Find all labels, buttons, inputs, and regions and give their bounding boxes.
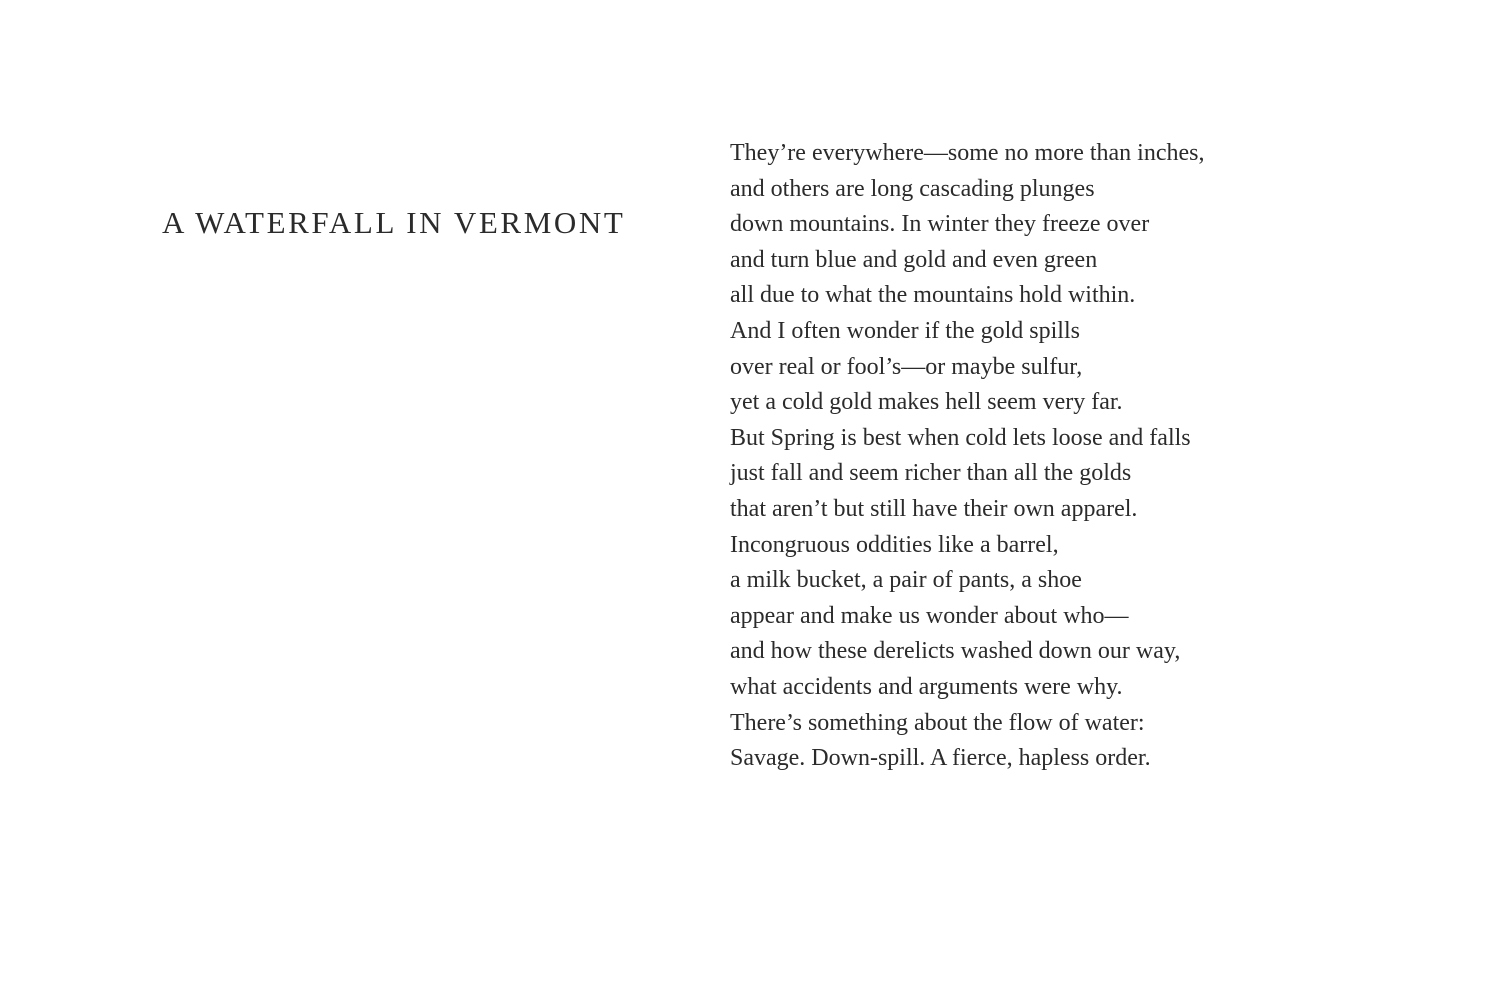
poem-line-3: down mountains. In winter they freeze over [730,211,1150,238]
poem-line-15: and how these derelicts washed down our way, [730,638,1181,665]
poem-line-12: Incongruous oddities like a barrel, [730,531,1059,558]
poem-line-13: a milk bucket, a pair of pants, a shoe [730,567,1082,594]
poem-line-1: They’re everywhere—some no more than inches, [730,140,1205,166]
poem-line-6: And I often wonder if the gold spills [730,317,1080,344]
poem-line-10: just fall and seem richer than all the golds [730,460,1132,487]
poem-body [730,136,1350,777]
poem-title: A WATERFALL IN VERMONT [162,205,626,240]
poem-line-7: over real or fool’s—or maybe sulfur, [730,353,1083,380]
poem-line-17: There’s something about the flow of water: [730,709,1145,736]
poem-line-5: all due to what the mountains hold within. [730,282,1136,309]
poem-line-14: appear and make us wonder about who— [730,602,1129,629]
poem-line-9: But Spring is best when cold lets loose and falls [730,424,1191,451]
poem-line-2: and others are long cascading plunges [730,175,1095,202]
poem-line-16: what accidents and arguments were why. [730,673,1123,700]
poem-line-8: yet a cold gold makes hell seem very far. [730,389,1123,416]
poem-line-18: Savage. Down-spill. A fierce, hapless order. [730,745,1151,772]
poem-line-11: that aren’t but still have their own apparel. [730,495,1138,522]
poem-line-4: and turn blue and gold and even green [730,246,1098,273]
